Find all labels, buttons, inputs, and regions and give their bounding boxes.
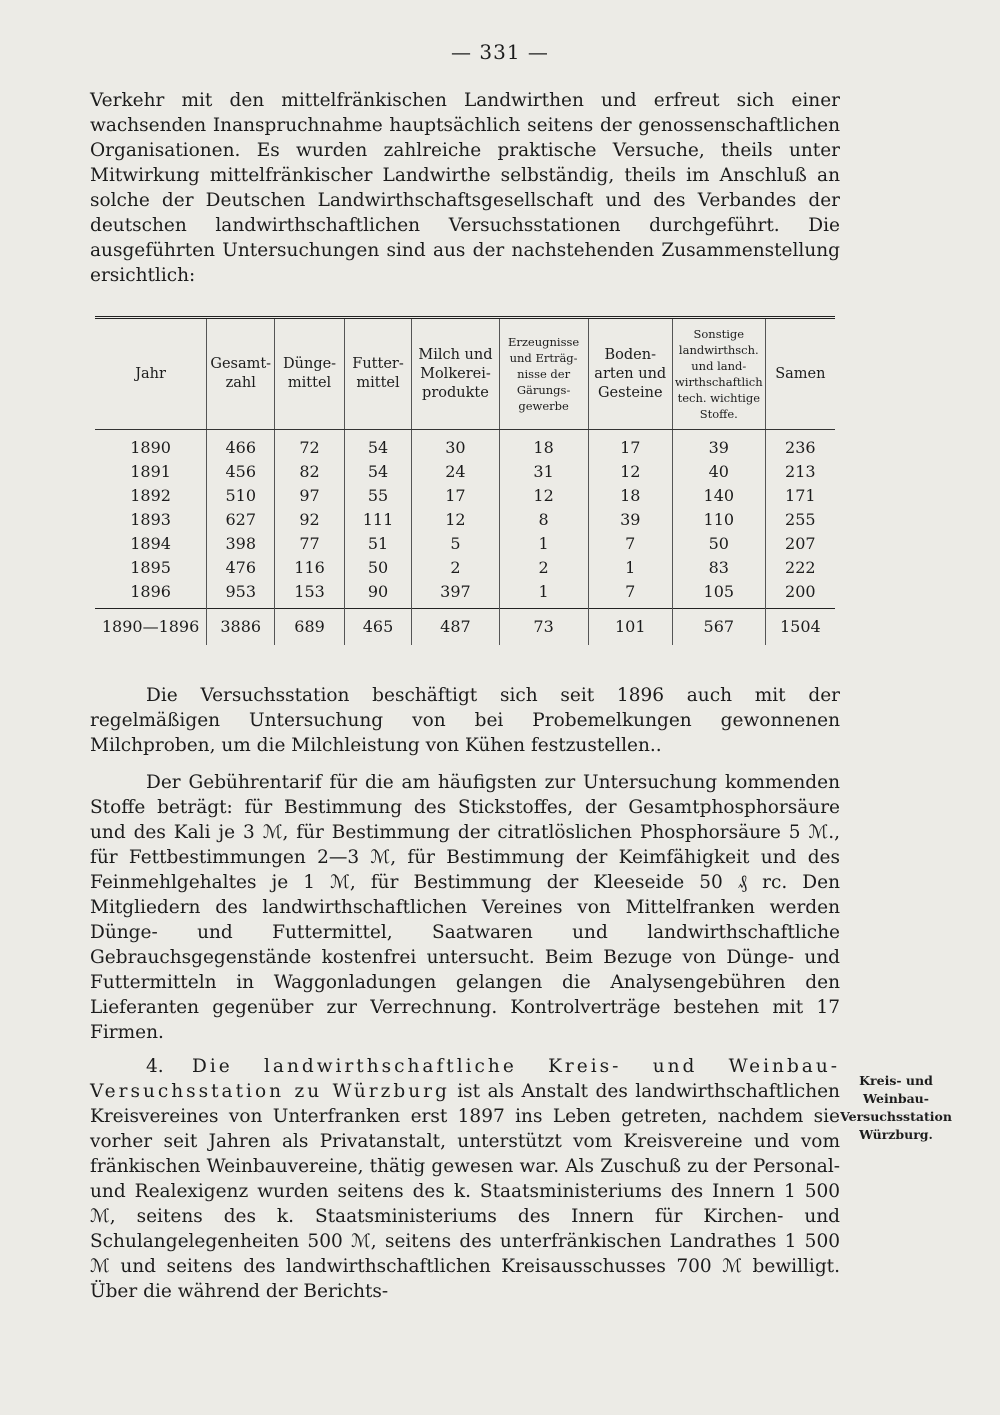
cell: 17 <box>588 430 672 461</box>
cell-year: 1893 <box>130 510 171 529</box>
cell: 92 <box>275 508 344 532</box>
cell: 8 <box>499 508 588 532</box>
header-sonstige: Sonstige landwirthsch. und land-wirthschaftlich tech. wichtige Stoffe. <box>672 318 765 430</box>
cell: 40 <box>672 460 765 484</box>
fee-schedule-paragraph: Der Gebührentarif für die am häufigsten zur Untersuchung kommenden Stoffe beträgt: für Bestimmung des Stickstoffes, der Gesamtphosphorsäure und des Kali je 3 ℳ, für Bestimmung der citratlöslichen Phosphorsäure 5 ℳ., für Fettbestimmungen 2—3 ℳ, für Bestimmung der Keimfähigkeit und des Feinmehlgehaltes je 1 ℳ, für Bestimmung der Kleeseide 50 ₰ rc. Den Mitgliedern des landwirthschaftlichen Vereines von Mittelfranken werden Dünge- und Futtermittel, Saatwaren und landwirthschaftliche Gebrauchsgegenstände kostenfrei untersucht. Beim Bezuge von Dünge- und Futtermitteln in Waggonladungen gelangen die Analysengebühren den Lieferanten gegenüber zur Verrechnung. Kontrolverträge bestehen mit 17 Firmen. <box>90 772 840 1043</box>
cell: 82 <box>275 460 344 484</box>
cell: 171 <box>765 484 835 508</box>
cell: 77 <box>275 532 344 556</box>
cell-year: 1894 <box>130 534 171 553</box>
table-row <box>95 580 835 609</box>
section-title-spaced: Die landwirthschaftliche Kreis- und Weinbau-Versuchsstation zu Würzburg <box>90 1056 840 1102</box>
cell-year: 1890 <box>130 438 171 457</box>
cell: 1 <box>499 580 588 609</box>
cell: 12 <box>499 484 588 508</box>
table-row <box>95 484 835 508</box>
cell: 2 <box>499 556 588 580</box>
total-cell: 465 <box>344 609 412 646</box>
cell: 110 <box>672 508 765 532</box>
cell: 953 <box>207 580 275 609</box>
cell: 12 <box>412 508 499 532</box>
cell: 105 <box>672 580 765 609</box>
table-row <box>95 532 835 556</box>
cell: 1 <box>588 556 672 580</box>
cell: 50 <box>344 556 412 580</box>
cell-year: 1896 <box>130 582 171 601</box>
cell: 510 <box>207 484 275 508</box>
header-jahr: Jahr <box>95 318 207 430</box>
header-bodenarten: Boden-arten und Gesteine <box>588 318 672 430</box>
cell: 24 <box>412 460 499 484</box>
intro-paragraph: Verkehr mit den mittelfränkischen Landwirthen und erfreut sich einer wachsenden Inanspruchnahme hauptsächlich seitens der genossenschaftlichen Organisationen. Es wurden zahlreiche praktische Versuche, theils unter Mitwirkung mittelfränkischer Landwirthe selbständig, theils im Anschluß an solche der Deutschen Landwirthschaftsgesellschaft und des Verbandes der deutschen landwirthschaftlichen Versuchsstationen durchgeführt. Die ausgeführten Untersuchungen sind aus der nachstehenden Zusammenstellung ersichtlich: <box>90 90 840 286</box>
cell-year: 1892 <box>130 486 171 505</box>
cell: 2 <box>412 556 499 580</box>
table-row <box>95 430 835 461</box>
cell: 90 <box>344 580 412 609</box>
cell: 7 <box>588 580 672 609</box>
cell: 466 <box>207 430 275 461</box>
cell: 97 <box>275 484 344 508</box>
cell: 1 <box>499 532 588 556</box>
cell: 17 <box>412 484 499 508</box>
section-number: 4. <box>146 1056 164 1077</box>
total-cell: 567 <box>672 609 765 646</box>
total-cell: 1504 <box>765 609 835 646</box>
table-header-row <box>95 318 835 430</box>
margin-note: Kreis- und Weinbau-Versuchsstation Würzburg. <box>840 1073 952 1142</box>
cell-year: 1895 <box>130 558 171 577</box>
cell: 627 <box>207 508 275 532</box>
cell: 18 <box>588 484 672 508</box>
cell: 54 <box>344 430 412 461</box>
table-row <box>95 556 835 580</box>
cell: 55 <box>344 484 412 508</box>
examinations-table-container <box>95 316 835 645</box>
cell: 83 <box>672 556 765 580</box>
header-futtermittel: Futter-mittel <box>344 318 412 430</box>
cell: 397 <box>412 580 499 609</box>
header-duengemittel: Dünge-mittel <box>275 318 344 430</box>
examinations-table <box>95 316 835 645</box>
page-number: — 331 — <box>451 40 549 64</box>
cell: 116 <box>275 556 344 580</box>
cell: 72 <box>275 430 344 461</box>
cell: 18 <box>499 430 588 461</box>
header-gaerungsgewerbe: Erzeugnisse und Erträg-nisse der Gärungs-gewerbe <box>499 318 588 430</box>
table-row <box>95 460 835 484</box>
table-row <box>95 508 835 532</box>
cell: 5 <box>412 532 499 556</box>
cell: 39 <box>588 508 672 532</box>
total-cell: 487 <box>412 609 499 646</box>
cell: 222 <box>765 556 835 580</box>
total-cell: 101 <box>588 609 672 646</box>
total-cell: 689 <box>275 609 344 646</box>
cell: 31 <box>499 460 588 484</box>
cell: 476 <box>207 556 275 580</box>
cell: 456 <box>207 460 275 484</box>
cell: 140 <box>672 484 765 508</box>
cell: 255 <box>765 508 835 532</box>
cell: 207 <box>765 532 835 556</box>
cell: 236 <box>765 430 835 461</box>
cell: 50 <box>672 532 765 556</box>
cell: 7 <box>588 532 672 556</box>
milk-testing-paragraph: Die Versuchsstation beschäftigt sich seit 1896 auch mit der regelmäßigen Untersuchung von bei Probemelkungen gewonnenen Milchproben, um die Milchleistung von Kühen festzustellen.. <box>90 685 840 756</box>
cell: 30 <box>412 430 499 461</box>
cell: 12 <box>588 460 672 484</box>
cell: 51 <box>344 532 412 556</box>
cell: 39 <box>672 430 765 461</box>
wuerzburg-station-paragraph <box>90 1054 840 1304</box>
cell: 153 <box>275 580 344 609</box>
header-samen: Samen <box>765 318 835 430</box>
total-cell: 73 <box>499 609 588 646</box>
cell: 200 <box>765 580 835 609</box>
cell-year: 1891 <box>130 462 171 481</box>
total-cell: 3886 <box>207 609 275 646</box>
total-label: 1890—1896 <box>95 609 207 646</box>
cell: 54 <box>344 460 412 484</box>
section-text: ist als Anstalt des landwirthschaftlichen Kreisvereines von Unterfranken erst 1897 ins Leben getreten, nachdem sie vorher seit Jahren als Privatanstalt, unterstützt vom Kreisvereine und vom fränkischen Weinbauvereine, thätig gewesen war. Als Zuschuß zu der Personal- und Realexigenz wurden seitens des k. Staatsministeriums des Innern 1 500 ℳ, seitens des k. Staatsministeriums des Innern für Kirchen- und Schulangelegenheiten 500 ℳ, seitens des unterfränkischen Landrathes 1 500 ℳ und seitens des landwirthschaftlichen Kreisausschusses 700 ℳ bewilligt. Über die während der Berichts- <box>90 1081 840 1302</box>
cell: 398 <box>207 532 275 556</box>
cell: 111 <box>344 508 412 532</box>
table-total-row <box>95 609 835 646</box>
cell: 213 <box>765 460 835 484</box>
header-milch: Milch und Molkerei-produkte <box>412 318 499 430</box>
header-gesamtzahl: Gesamt-zahl <box>207 318 275 430</box>
